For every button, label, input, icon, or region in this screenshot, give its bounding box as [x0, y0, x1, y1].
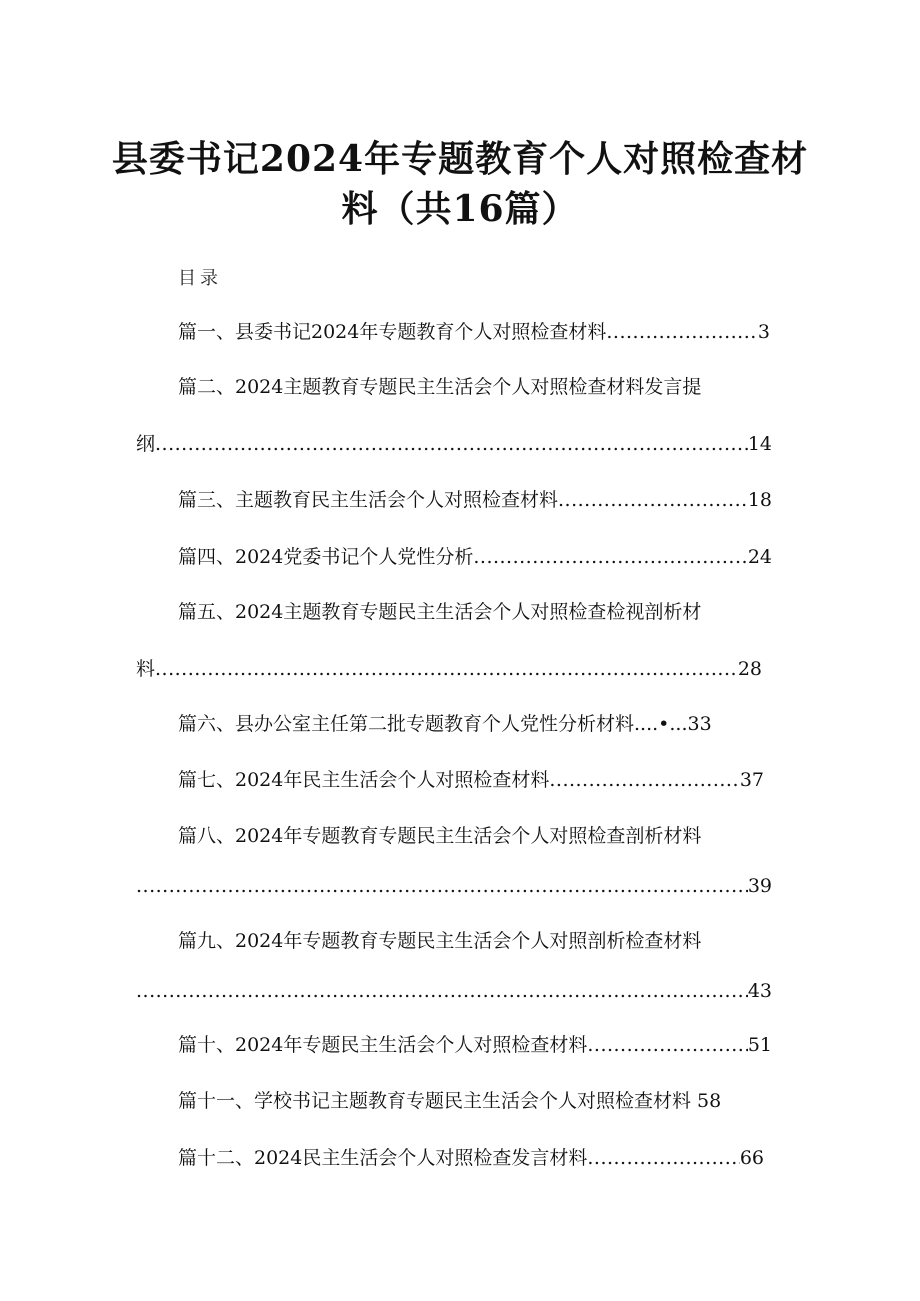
toc-entry-title: 篇四、2024党委书记个人党性分析	[178, 546, 474, 568]
toc-entry-page: 28	[737, 658, 762, 680]
toc-leader-dots	[155, 658, 738, 680]
toc-entry-title: 篇十、2024年专题民主生活会个人对照检查材料	[178, 1034, 588, 1056]
toc-entry-5-continued[interactable]	[136, 654, 762, 684]
toc-entry-page: 39	[747, 875, 772, 897]
toc-entry-1[interactable]	[178, 317, 770, 347]
toc-entry-page: 33	[687, 713, 712, 735]
toc-entry-8[interactable]: 篇八、2024年专题教育专题民主生活会个人对照检查剖析材料	[178, 825, 702, 847]
toc-heading: 目录	[178, 268, 222, 289]
toc-leader-dots	[473, 546, 747, 568]
toc-leader-dots	[587, 1034, 747, 1056]
toc-leader-dots	[549, 769, 739, 791]
toc-entry-page: 24	[747, 546, 772, 568]
toc-entry-title: 料	[136, 658, 156, 680]
toc-leader-dots	[587, 1147, 739, 1169]
toc-leader-dots	[558, 489, 748, 511]
toc-entry-title: 篇七、2024年民主生活会个人对照检查材料	[178, 769, 550, 791]
document-title-line-2: 料（共16篇）	[341, 188, 579, 230]
toc-entry-2[interactable]: 篇二、2024主题教育专题民主生活会个人对照检查材料发言提	[178, 376, 702, 398]
toc-entry-8-continued[interactable]	[136, 875, 772, 905]
toc-leader-dots	[136, 980, 748, 1002]
toc-entry-11[interactable]: 篇十一、学校书记主题教育专题民主生活会个人对照检查材料 58	[178, 1090, 722, 1112]
toc-entry-title: 篇十二、2024民主生活会个人对照检查发言材料	[178, 1147, 588, 1169]
toc-leader-dots	[155, 433, 748, 455]
toc-leader-dots	[136, 875, 748, 897]
toc-entry-title: 纲	[136, 433, 156, 455]
toc-entry-4[interactable]	[178, 542, 772, 572]
toc-entry-page: 18	[747, 489, 772, 511]
toc-entry-9-continued[interactable]	[136, 980, 772, 1010]
toc-entry-9[interactable]: 篇九、2024年专题教育专题民主生活会个人对照剖析检查材料	[178, 930, 702, 952]
toc-entry-2-continued[interactable]	[136, 429, 772, 459]
toc-entry-7[interactable]	[178, 765, 764, 795]
toc-entry-title: 篇一、县委书记2024年专题教育个人对照检查材料	[178, 321, 607, 343]
toc-entry-page: 3	[757, 321, 770, 343]
toc-entry-12[interactable]	[178, 1143, 764, 1173]
document-title-line-1: 县委书记2024年专题教育个人对照检查材	[111, 138, 809, 180]
toc-entry-3[interactable]	[178, 485, 772, 515]
toc-entry-page: 43	[747, 980, 772, 1002]
toc-entry-page: 66	[739, 1147, 764, 1169]
toc-entry-title: 篇六、县办公室主任第二批专题教育个人党性分析材料....•...	[178, 713, 688, 735]
toc-entry-page: 14	[747, 433, 772, 455]
toc-entry-title: 篇三、主题教育民主生活会个人对照检查材料	[178, 489, 559, 511]
toc-entry-page: 51	[747, 1034, 772, 1056]
toc-entry-5[interactable]: 篇五、2024主题教育专题民主生活会个人对照检查检视剖析材	[178, 601, 702, 623]
toc-entry-10[interactable]	[178, 1030, 772, 1060]
toc-entry-6[interactable]	[178, 709, 752, 739]
toc-leader-dots	[606, 321, 758, 343]
toc-entry-page: 37	[739, 769, 764, 791]
